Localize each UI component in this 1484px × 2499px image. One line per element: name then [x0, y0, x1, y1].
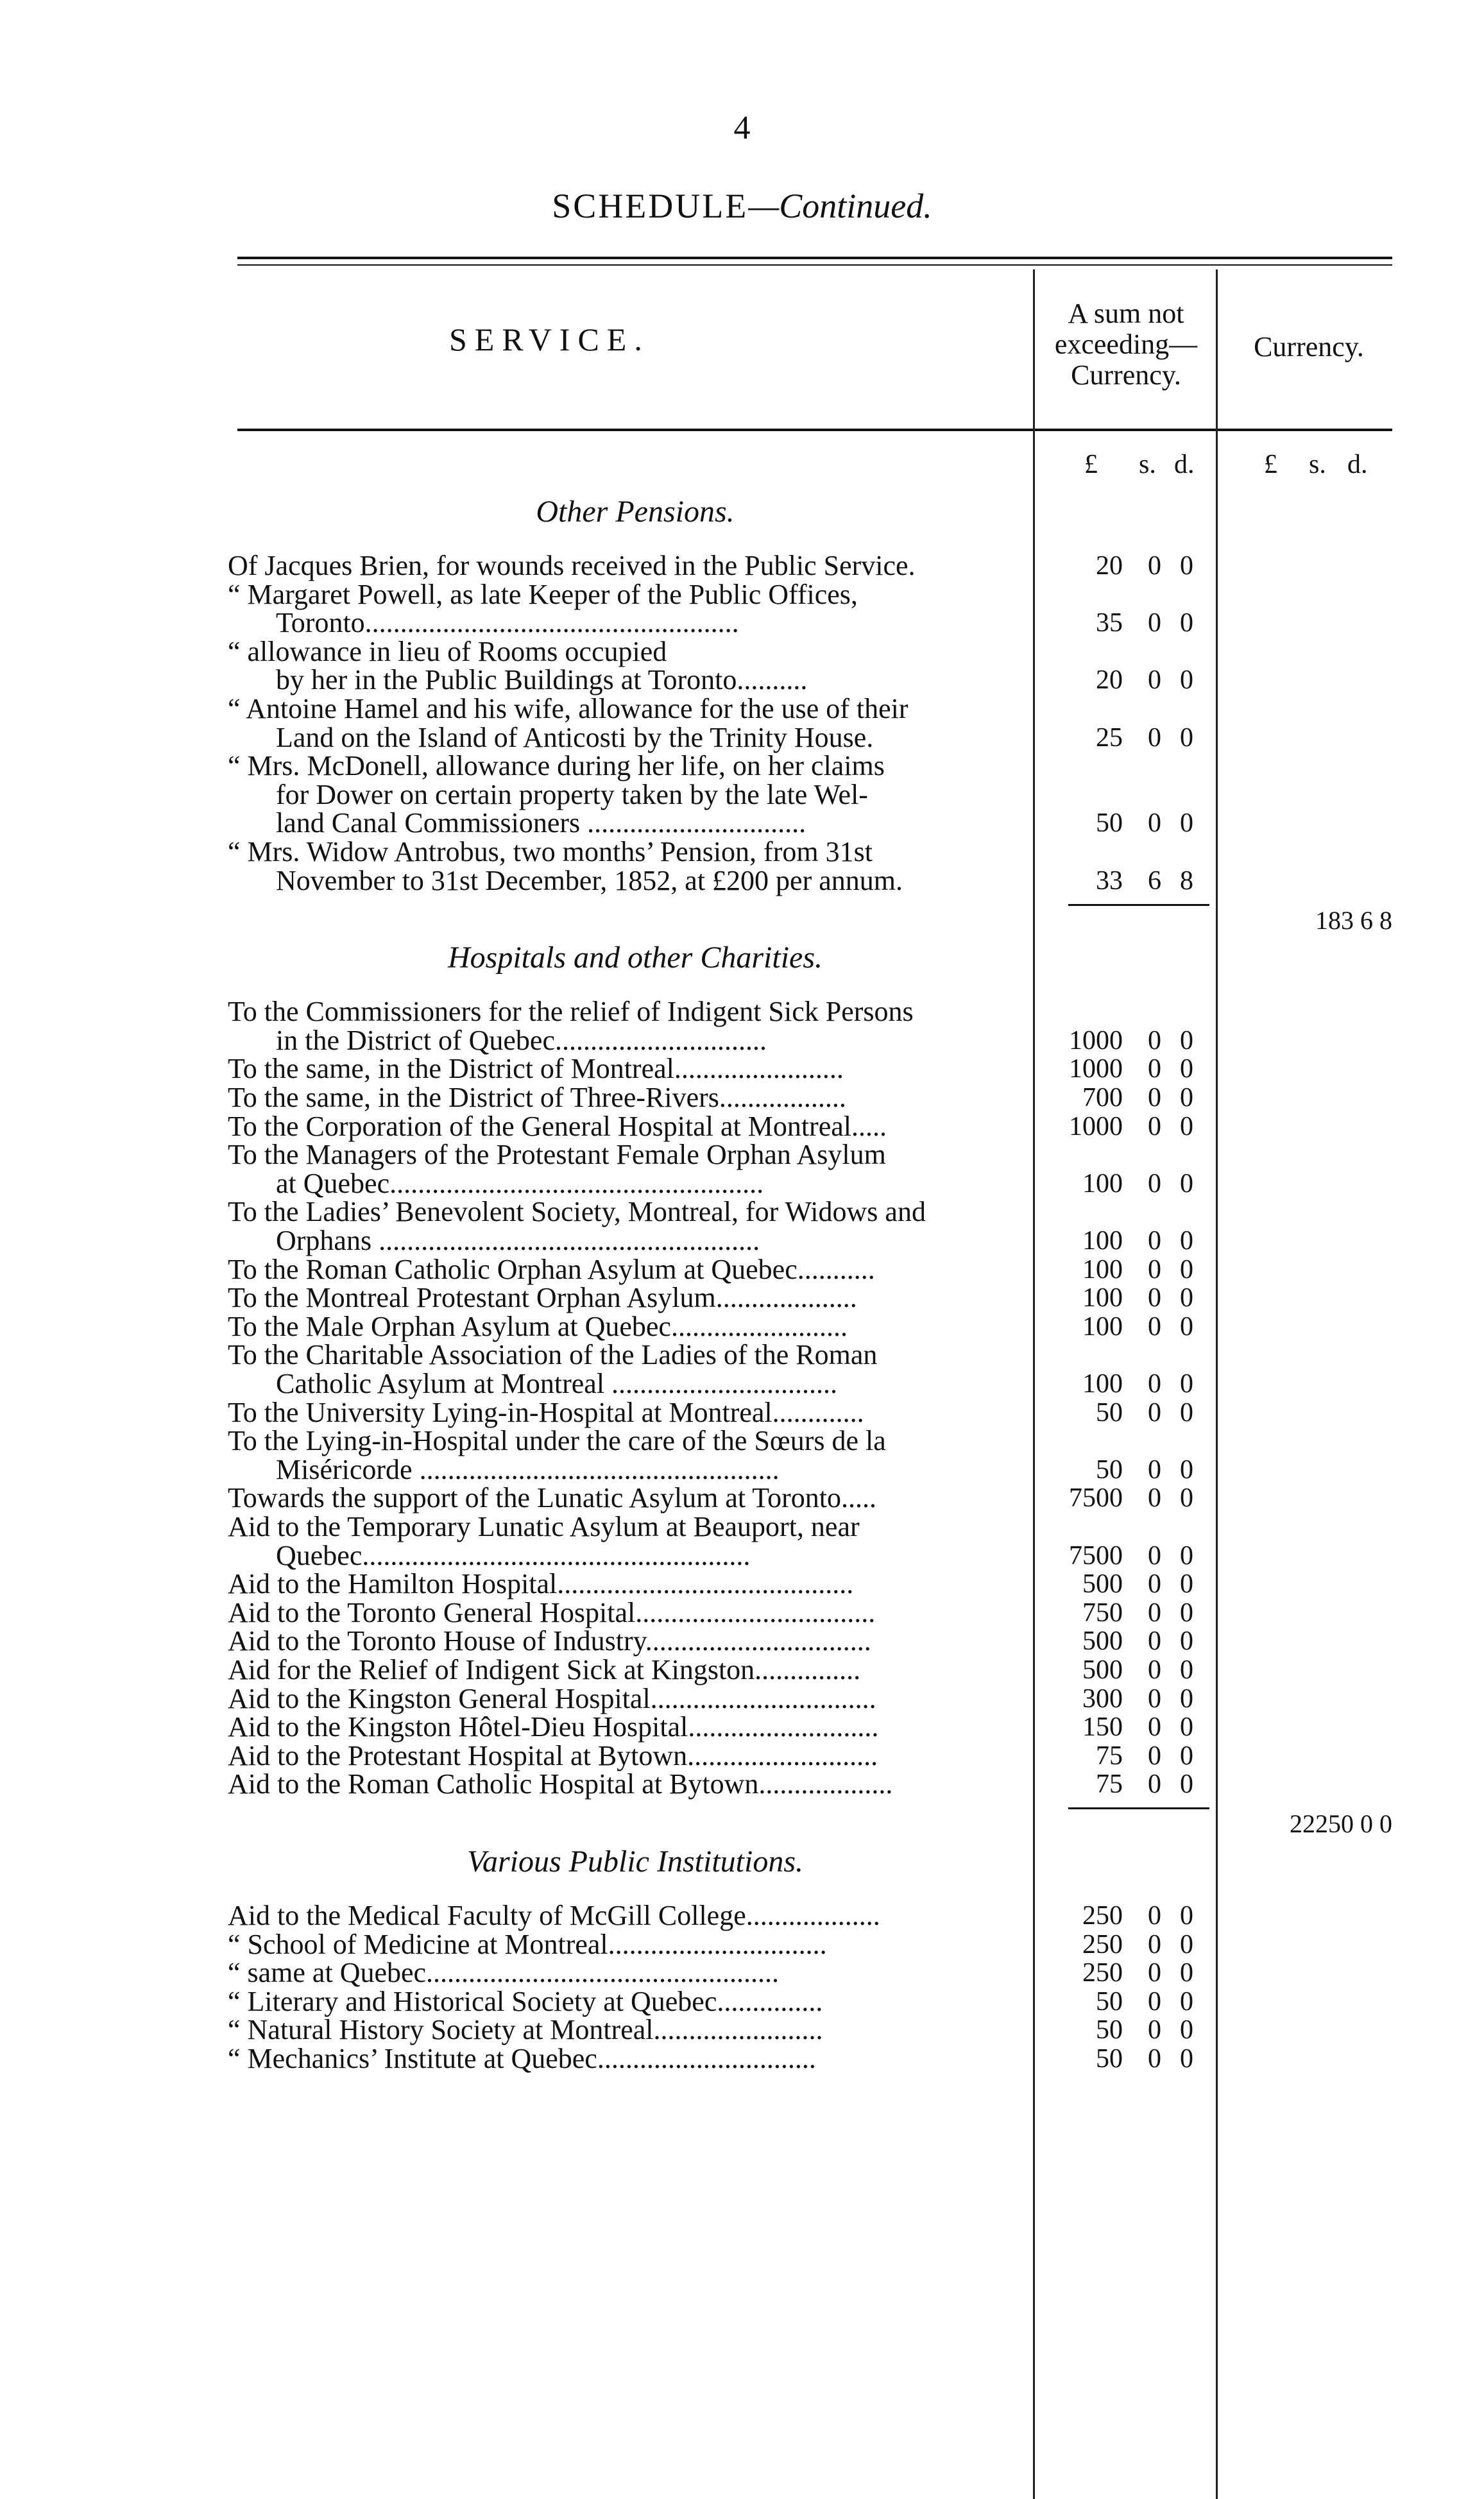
section-sum-rule [1068, 1807, 1209, 1809]
entry-line: To the Ladies’ Benevolent Society, Montreal, for Widows and [228, 1196, 926, 1228]
entry-line: Orphans ...................................................... [276, 1225, 760, 1256]
header-currency: Currency. [1254, 331, 1364, 362]
section-heading: Other Pensions. [536, 495, 735, 529]
page-title [0, 186, 1484, 226]
amount-shillings: 0 [1148, 1540, 1161, 1571]
currency-shilling-label: s. [1309, 450, 1326, 479]
amount-pounds: 1000 [1069, 1054, 1123, 1084]
entry-line: “ Margaret Powell, as late Keeper of the Public Offices, [228, 578, 858, 610]
entry-line: To the Roman Catholic Orphan Asylum at Quebec........... [228, 1253, 875, 1285]
amount-pence: 0 [1180, 1901, 1193, 1931]
header-rule [237, 429, 1392, 431]
amount-shillings: 0 [1148, 1168, 1161, 1198]
amount-pounds: 500 [1082, 1655, 1123, 1685]
amount-shillings: 0 [1148, 1397, 1161, 1428]
top-rule [237, 257, 1392, 259]
amount-pounds: 35 [1096, 608, 1123, 638]
amount-pounds: 20 [1096, 551, 1123, 581]
amount-shillings: 0 [1148, 2044, 1161, 2074]
amount-pence: 0 [1180, 722, 1193, 753]
amount-shillings: 0 [1148, 1770, 1161, 1800]
amount-shillings: 0 [1148, 1684, 1161, 1714]
amount-pence: 0 [1180, 1025, 1193, 1055]
entry-line: Miséricorde ................................................... [276, 1453, 780, 1485]
amount-pence: 0 [1180, 1254, 1193, 1284]
amount-pence: 0 [1180, 1958, 1193, 1988]
amount-pence: 0 [1180, 2015, 1193, 2045]
amount-pence: 0 [1180, 608, 1193, 638]
entry-line: Aid to the Toronto General Hospital.................................. [228, 1596, 876, 1628]
section-heading: Hospitals and other Charities. [447, 941, 823, 975]
entry-line: Of Jacques Brien, for wounds received in the Public Service. [228, 550, 916, 581]
amount-shillings: 0 [1148, 1626, 1161, 1657]
amount-pence: 0 [1180, 1283, 1193, 1313]
amount-pence: 0 [1180, 1929, 1193, 1959]
amount-pounds: 300 [1082, 1684, 1123, 1714]
amount-shillings: 0 [1148, 1958, 1161, 1988]
header-sum-line1: A sum not [1068, 298, 1184, 329]
amount-shillings: 0 [1148, 722, 1161, 753]
entry-line: November to 31st December, 1852, at £200 per annum. [276, 864, 903, 896]
entry-line: “ Mrs. Widow Antrobus, two months’ Pension, from 31st [228, 836, 873, 867]
entry-line: To the Corporation of the General Hospital at Montreal..... [228, 1110, 887, 1142]
entry-line: To the Lying-in-Hospital under the care of the Sœurs de la [228, 1425, 886, 1457]
amount-shillings: 0 [1148, 1986, 1161, 2017]
amount-shillings: 0 [1148, 1226, 1161, 1256]
entry-line: “ same at Quebec.................................................. [228, 1957, 780, 1989]
amount-pence: 0 [1180, 1311, 1193, 1342]
amount-shillings: 0 [1148, 665, 1161, 695]
amount-pence: 0 [1180, 1569, 1193, 1599]
amount-shillings: 0 [1148, 1311, 1161, 1342]
amount-pence: 0 [1180, 1684, 1193, 1714]
amount-pounds: 250 [1082, 1929, 1123, 1959]
amount-shillings: 0 [1148, 1111, 1161, 1141]
amount-shillings: 0 [1148, 1569, 1161, 1599]
amount-pounds: 50 [1096, 2015, 1123, 2045]
lsd-pence-label: d. [1174, 450, 1195, 479]
entry-line: To the Charitable Association of the Ladies of the Roman [228, 1339, 878, 1371]
amount-pence: 0 [1180, 1168, 1193, 1198]
amount-pounds: 500 [1082, 1569, 1123, 1599]
entry-line: “ Literary and Historical Society at Quebec............... [228, 1985, 823, 2017]
amount-pence: 0 [1180, 1741, 1193, 1771]
amount-shillings: 0 [1148, 1025, 1161, 1055]
column-divider-sum [1033, 269, 1035, 2499]
amount-pounds: 750 [1082, 1598, 1123, 1628]
entry-line: for Dower on certain property taken by the late Wel- [276, 778, 868, 810]
entry-line: “ Antoine Hamel and his wife, allowance for the use of their [228, 693, 908, 724]
amount-pounds: 250 [1082, 1901, 1123, 1931]
entry-line: at Quebec..................................................... [276, 1167, 764, 1199]
amount-pence: 0 [1180, 1397, 1193, 1428]
column-divider-currency [1216, 269, 1218, 2499]
entry-line: To the Male Orphan Asylum at Quebec......................... [228, 1310, 848, 1342]
amount-pounds: 20 [1096, 665, 1123, 695]
amount-pence: 0 [1180, 1626, 1193, 1657]
amount-pence: 0 [1180, 1054, 1193, 1084]
entry-line: Land on the Island of Anticosti by the Trinity House. [276, 721, 874, 753]
amount-pence: 0 [1180, 665, 1193, 695]
amount-pence: 0 [1180, 1369, 1193, 1399]
amount-pence: 0 [1180, 1226, 1193, 1256]
entry-line: To the Montreal Protestant Orphan Asylum.................... [228, 1282, 857, 1314]
amount-shillings: 0 [1148, 1929, 1161, 1959]
amount-pence: 0 [1180, 1111, 1193, 1141]
entry-line: To the Commissioners for the relief of Indigent Sick Persons [228, 996, 914, 1028]
amount-pence: 0 [1180, 1655, 1193, 1685]
amount-pounds: 50 [1096, 1397, 1123, 1428]
section-total: 22250 0 0 [1290, 1809, 1392, 1839]
lsd-pound-label: £ [1084, 450, 1098, 479]
currency-pence-label: d. [1347, 450, 1368, 479]
amount-pounds: 75 [1096, 1741, 1123, 1771]
amount-pence: 0 [1180, 808, 1193, 839]
amount-pence: 0 [1180, 1483, 1193, 1514]
amount-pence: 0 [1180, 1598, 1193, 1628]
entry-line: Aid to the Temporary Lunatic Asylum at Beauport, near [228, 1511, 860, 1542]
amount-shillings: 0 [1148, 1598, 1161, 1628]
amount-pounds: 25 [1096, 722, 1123, 753]
entry-line: Catholic Asylum at Montreal ................................ [276, 1368, 838, 1399]
entry-line: Aid to the Kingston General Hospital................................ [228, 1682, 876, 1714]
header-service: SERVICE. [449, 321, 650, 357]
amount-shillings: 0 [1148, 1369, 1161, 1399]
amount-pounds: 1000 [1069, 1111, 1123, 1141]
amount-shillings: 0 [1148, 1083, 1161, 1113]
section-total: 183 6 8 [1315, 905, 1392, 935]
amount-pounds: 500 [1082, 1626, 1123, 1657]
entry-line: “ School of Medicine at Montreal............................... [228, 1928, 827, 1960]
entry-line: Aid to the Medical Faculty of McGill College................... [228, 1900, 880, 1931]
amount-pounds: 50 [1096, 1986, 1123, 2017]
amount-shillings: 0 [1148, 1741, 1161, 1771]
amount-shillings: 0 [1148, 1454, 1161, 1485]
amount-shillings: 0 [1148, 1483, 1161, 1514]
page-number: 4 [733, 110, 751, 146]
amount-pounds: 50 [1096, 808, 1123, 839]
amount-pence: 0 [1180, 1540, 1193, 1571]
amount-pence: 0 [1180, 1986, 1193, 2017]
amount-pounds: 100 [1082, 1254, 1123, 1284]
entry-line: To the University Lying-in-Hospital at Montreal............. [228, 1396, 864, 1428]
amount-pounds: 1000 [1069, 1025, 1123, 1055]
title-main: SCHEDULE [552, 187, 749, 225]
section-heading: Various Public Institutions. [466, 1845, 803, 1879]
amount-pounds: 100 [1082, 1168, 1123, 1198]
amount-pounds: 100 [1082, 1226, 1123, 1256]
amount-shillings: 0 [1148, 1655, 1161, 1685]
amount-pounds: 7500 [1069, 1540, 1123, 1571]
entry-line: Aid to the Kingston Hôtel-Dieu Hospital........................... [228, 1711, 879, 1743]
entry-line: in the District of Quebec.............................. [276, 1024, 767, 1056]
amount-pounds: 100 [1082, 1369, 1123, 1399]
amount-pounds: 250 [1082, 1958, 1123, 1988]
header-sum-line2: exceeding— [1054, 328, 1198, 360]
entry-line: land Canal Commissioners ............................... [276, 807, 806, 839]
amount-pounds: 700 [1082, 1083, 1123, 1113]
amount-shillings: 0 [1148, 1283, 1161, 1313]
section-sum-rule [1068, 904, 1209, 906]
entry-line: “ Natural History Society at Montreal........................ [228, 2014, 823, 2046]
entry-line: To the Managers of the Protestant Female Orphan Asylum [228, 1139, 886, 1171]
amount-shillings: 0 [1148, 2015, 1161, 2045]
amount-shillings: 0 [1148, 551, 1161, 581]
amount-pounds: 100 [1082, 1311, 1123, 1342]
entry-line: Aid to the Protestant Hospital at Bytown........................... [228, 1739, 878, 1771]
amount-shillings: 6 [1148, 866, 1161, 896]
amount-pence: 8 [1180, 866, 1193, 896]
entry-line: Quebec....................................................... [276, 1539, 751, 1571]
entry-line: Toronto..................................................... [276, 607, 739, 639]
amount-pounds: 33 [1096, 866, 1123, 896]
amount-pounds: 7500 [1069, 1483, 1123, 1514]
top-rule-thin [237, 264, 1392, 266]
entry-line: “ Mrs. McDonell, allowance during her life, on her claims [228, 750, 885, 782]
entry-line: To the same, in the District of Three-Rivers.................. [228, 1082, 846, 1113]
title-suffix: —Continued. [748, 187, 932, 225]
amount-pence: 0 [1180, 2044, 1193, 2074]
entry-line: Aid to the Roman Catholic Hospital at Bytown................... [228, 1768, 893, 1800]
lsd-shilling-label: s. [1139, 450, 1156, 479]
entry-line: “ Mechanics’ Institute at Quebec............................... [228, 2043, 816, 2074]
amount-pence: 0 [1180, 551, 1193, 581]
amount-shillings: 0 [1148, 1054, 1161, 1084]
entry-line: “ allowance in lieu of Rooms occupied [228, 635, 667, 667]
entry-line: by her in the Public Buildings at Toronto.......... [276, 664, 808, 696]
entry-line: Towards the support of the Lunatic Asylum at Toronto..... [228, 1482, 876, 1514]
amount-shillings: 0 [1148, 1254, 1161, 1284]
amount-shillings: 0 [1148, 1712, 1161, 1743]
amount-pounds: 150 [1082, 1712, 1123, 1743]
amount-pence: 0 [1180, 1083, 1193, 1113]
header-sum [1039, 298, 1213, 391]
entry-line: Aid to the Hamilton Hospital.......................................... [228, 1568, 854, 1600]
currency-pound-label: £ [1264, 450, 1277, 479]
amount-shillings: 0 [1148, 608, 1161, 638]
amount-pounds: 100 [1082, 1283, 1123, 1313]
amount-pence: 0 [1180, 1454, 1193, 1485]
amount-pounds: 50 [1096, 1454, 1123, 1485]
entry-line: Aid for the Relief of Indigent Sick at Kingston............... [228, 1654, 861, 1685]
entry-line: Aid to the Toronto House of Industry................................ [228, 1625, 871, 1657]
entry-line: To the same, in the District of Montreal........................ [228, 1053, 844, 1085]
header-sum-line3: Currency. [1071, 359, 1181, 391]
amount-pounds: 75 [1096, 1770, 1123, 1800]
amount-pence: 0 [1180, 1712, 1193, 1743]
amount-shillings: 0 [1148, 808, 1161, 839]
amount-shillings: 0 [1148, 1901, 1161, 1931]
amount-pounds: 50 [1096, 2044, 1123, 2074]
amount-pence: 0 [1180, 1770, 1193, 1800]
